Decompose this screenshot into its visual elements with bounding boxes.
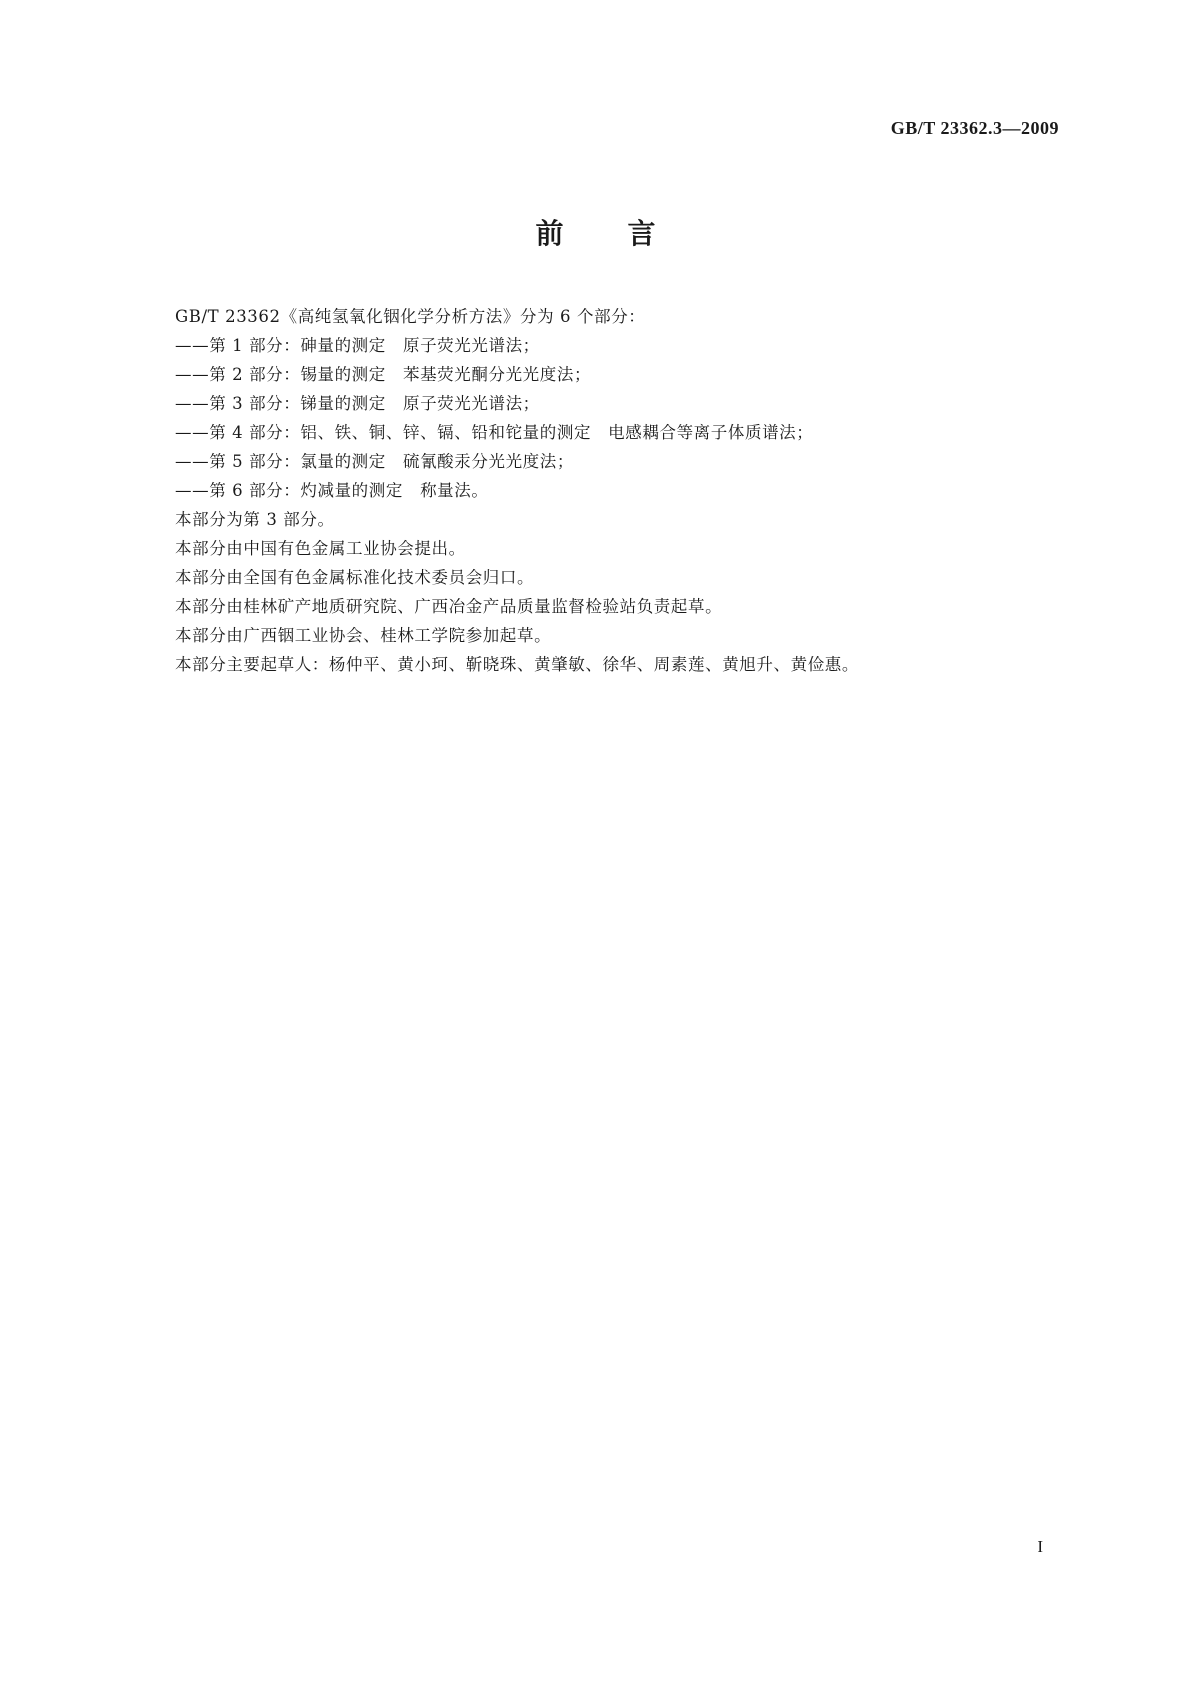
page-number: I <box>1037 1537 1043 1556</box>
part-list-item: ——第 2 部分：锡量的测定 苯基荧光酮分光光度法； <box>175 365 592 384</box>
statement-paragraph: 本部分由全国有色金属标准化技术委员会归口。 <box>175 568 535 587</box>
part-list-item: ——第 5 部分：氯量的测定 硫氰酸汞分光光度法； <box>175 452 574 471</box>
statement-paragraph: 本部分由中国有色金属工业协会提出。 <box>175 539 466 558</box>
part-list-item: ——第 3 部分：锑量的测定 原子荧光光谱法； <box>175 394 540 413</box>
part-list-item: ——第 4 部分：铝、铁、铜、锌、镉、铅和铊量的测定 电感耦合等离子体质谱法； <box>175 423 814 442</box>
statement-paragraph: 本部分由桂林矿产地质研究院、广西冶金产品质量监督检验站负责起草。 <box>175 597 723 616</box>
statement-paragraph: 本部分由广西铟工业协会、桂林工学院参加起草。 <box>175 626 552 645</box>
statement-paragraph: 本部分为第 3 部分。 <box>175 510 335 529</box>
foreword-body <box>175 302 1055 679</box>
intro-paragraph: GB/T 23362《高纯氢氧化铟化学分析方法》分为 6 个部分： <box>175 307 646 326</box>
page-title: 前言 <box>535 217 720 250</box>
standard-number: GB/T 23362.3—2009 <box>890 118 1059 138</box>
part-list-item: ——第 6 部分：灼减量的测定 称量法。 <box>175 481 489 500</box>
part-list-item: ——第 1 部分：砷量的测定 原子荧光光谱法； <box>175 336 540 355</box>
statement-paragraph: 本部分主要起草人：杨仲平、黄小珂、靳晓珠、黄肇敏、徐华、周素莲、黄旭升、黄俭惠。 <box>175 655 859 674</box>
